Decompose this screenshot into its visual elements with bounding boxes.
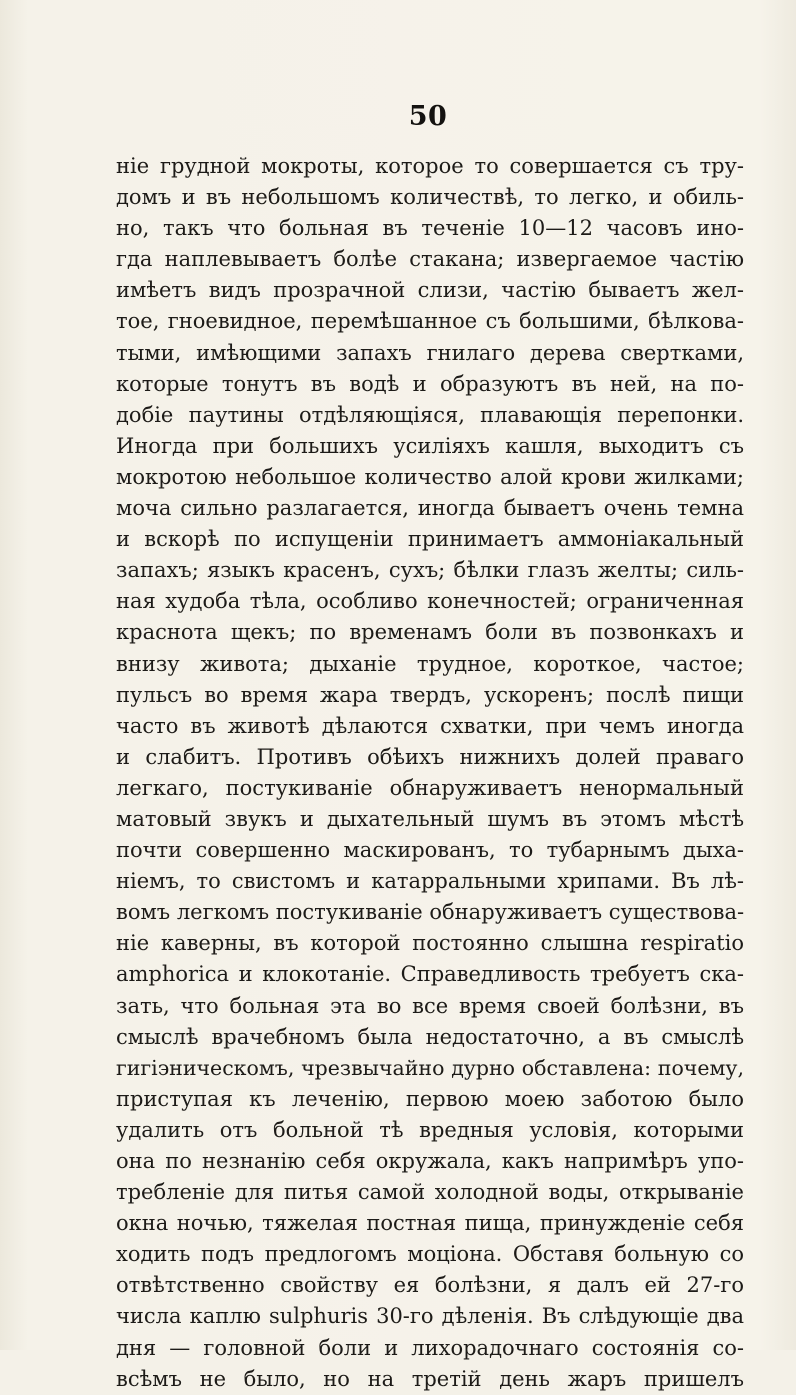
text-line: требленіе для питья самой холодной воды, открываніе [116, 1180, 744, 1205]
text-line: Иногда при большихъ усиліяхъ кашля, выходитъ съ [116, 433, 744, 458]
text-line: домъ и въ небольшомъ количествѣ, то легко, и обиль- [116, 185, 744, 210]
text-line: добіе паутины отдѣляющіяся, плавающія перепонки. [116, 402, 744, 427]
text-line: тыми, имѣющими запахъ гнилаго дерева свертками, [116, 340, 744, 365]
text-line: имѣетъ видъ прозрачной слизи, частію бываетъ жел- [116, 278, 744, 303]
text-line: ная худоба тѣла, особливо конечностей; ограниченная [116, 589, 744, 614]
text-line: зать, что больная эта во все время своей болѣзни, въ [116, 993, 744, 1018]
text-line: часто въ животѣ дѣлаются схватки, при чемъ иногда [116, 713, 744, 738]
text-line: краснота щекъ; по временамъ боли въ позвонкахъ и [116, 620, 744, 645]
text-line: окна ночью, тяжелая постная пища, принужденіе себя [116, 1211, 744, 1236]
text-line: но, такъ что больная въ теченіе 10—12 часовъ ино- [116, 216, 744, 241]
page-number: 50 [408, 101, 448, 132]
text-line: пульсъ во время жара твердъ, ускоренъ; послѣ пищи [116, 682, 744, 707]
text-line: и слабитъ. Противъ обѣихъ нижнихъ долей праваго [116, 744, 744, 769]
text-line: приступая къ леченію, первою моею заботою было [116, 1086, 744, 1111]
text-line: ніе грудной мокроты, которое то совершается съ тру- [116, 154, 744, 178]
text-line: вомъ легкомъ постукиваніе обнаруживаетъ существова- [116, 900, 744, 925]
text-line: внизу живота; дыханіе трудное, короткое, частое; [116, 651, 744, 676]
text-line: ходить подъ предлогомъ моціона. Обставя больную со [116, 1242, 744, 1267]
text-line: которые тонутъ въ водѣ и образуютъ въ ней, на по- [116, 371, 744, 396]
text-line: смыслѣ врачебномъ была недостаточно, а въ смыслѣ [116, 1024, 744, 1049]
text-line: ніемъ, то свистомъ и катарральными хрипами. Въ лѣ- [116, 869, 744, 894]
text-line: ніе каверны, въ которой постоянно слышна respiratio [116, 931, 744, 956]
body-text [116, 151, 744, 1395]
text-line: моча сильно разлагается, иногда бываетъ очень темна [116, 496, 744, 521]
text-line: запахъ; языкъ красенъ, сухъ; бѣлки глазъ желты; силь- [116, 558, 744, 583]
text-line: тое, гноевидное, перемѣшанное съ большими, бѣлкова- [116, 309, 744, 334]
text-line: дня — головной боли и лихорадочнаго состоянія со- [116, 1335, 744, 1360]
text-line: гда наплевываетъ болѣе стакана; извергаемое частію [116, 247, 744, 272]
text-line: гигіэническомъ, чрезвычайно дурно обставлена: почему, [116, 1055, 744, 1080]
text-line: и вскорѣ по испущеніи принимаетъ аммоніакальный [116, 527, 744, 552]
text-line: она по незнанію себя окружала, какъ напримѣръ упо- [116, 1149, 744, 1173]
text-line: всѣмъ не было, но на третій день жаръ пришелъ [116, 1366, 744, 1391]
text-line: матовый звукъ и дыхательный шумъ въ этомъ мѣстѣ [116, 806, 744, 831]
text-line: мокротою небольшое количество алой крови жилками; [116, 464, 744, 489]
text-line: легкаго, постукиваніе обнаруживаетъ ненормальный [116, 775, 744, 800]
text-line: почти совершенно маскированъ, то тубарнымъ дыха- [116, 838, 744, 863]
text-line: числа каплю sulphuris 30-го дѣленія. Въ слѣдующіе два [116, 1304, 744, 1329]
text-line: удалить отъ больной тѣ вредныя условія, которыми [116, 1117, 744, 1142]
text-line: amphorica и клокотаніе. Справедливость требуетъ ска- [116, 962, 744, 987]
text-line: отвѣтственно свойству ея болѣзни, я далъ ей 27-го [116, 1273, 744, 1298]
